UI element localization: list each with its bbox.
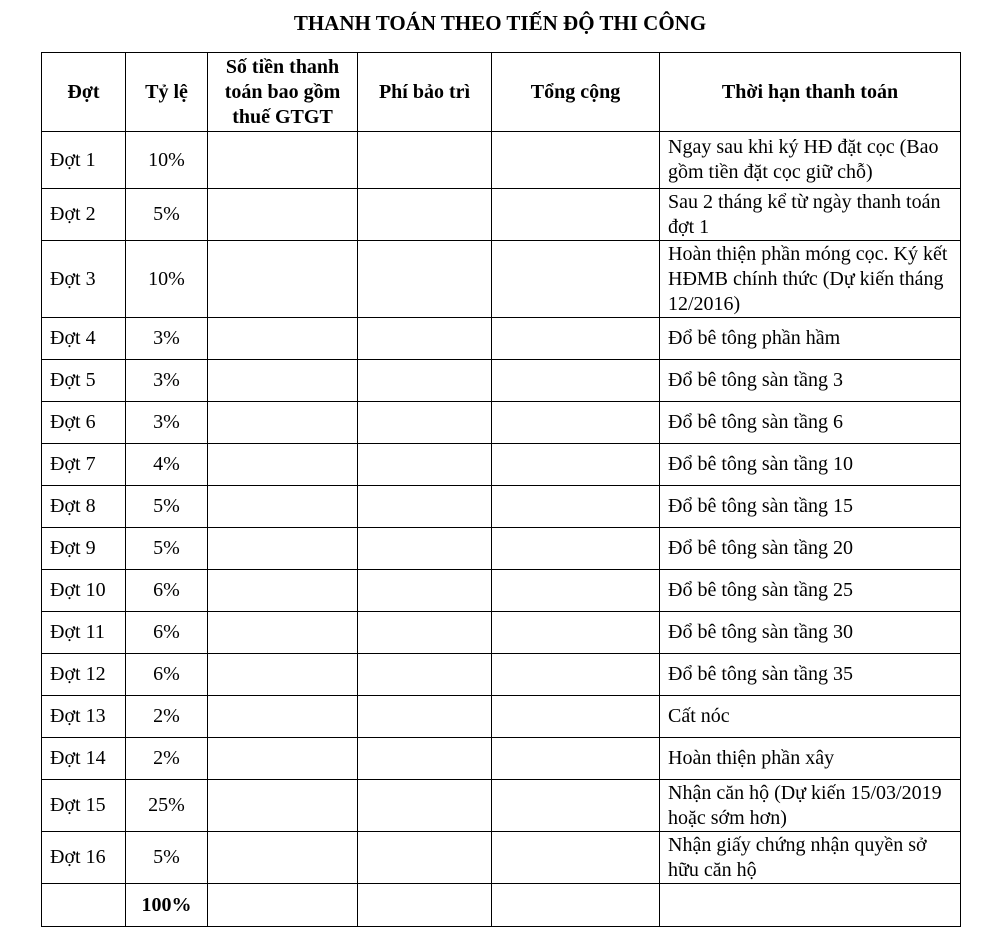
cell-thoi-han: Đổ bê tông sàn tầng 6 bbox=[660, 402, 961, 444]
table-row bbox=[42, 832, 961, 884]
cell-tong-cong bbox=[492, 832, 660, 884]
cell-so-tien bbox=[208, 486, 358, 528]
table-row bbox=[42, 696, 961, 738]
table-row bbox=[42, 570, 961, 612]
cell-so-tien bbox=[208, 444, 358, 486]
cell-thoi-han: Cất nóc bbox=[660, 696, 961, 738]
cell-tong-cong bbox=[492, 486, 660, 528]
cell-dot: Đợt 11 bbox=[42, 612, 126, 654]
cell-phi-bao-tri bbox=[358, 189, 492, 241]
header-row bbox=[42, 53, 961, 132]
cell-dot: Đợt 3 bbox=[42, 241, 126, 318]
total-cell-tong-cong bbox=[492, 884, 660, 927]
cell-tong-cong bbox=[492, 132, 660, 189]
cell-so-tien bbox=[208, 528, 358, 570]
cell-dot: Đợt 13 bbox=[42, 696, 126, 738]
total-cell-so-tien bbox=[208, 884, 358, 927]
cell-phi-bao-tri bbox=[358, 780, 492, 832]
table-row bbox=[42, 402, 961, 444]
cell-ty-le: 2% bbox=[126, 738, 208, 780]
header-thoi-han: Thời hạn thanh toán bbox=[660, 53, 961, 132]
cell-dot: Đợt 7 bbox=[42, 444, 126, 486]
cell-ty-le: 3% bbox=[126, 360, 208, 402]
cell-phi-bao-tri bbox=[358, 832, 492, 884]
cell-tong-cong bbox=[492, 318, 660, 360]
cell-phi-bao-tri bbox=[358, 318, 492, 360]
cell-so-tien bbox=[208, 832, 358, 884]
table-row bbox=[42, 612, 961, 654]
cell-thoi-han: Đổ bê tông sàn tầng 20 bbox=[660, 528, 961, 570]
table-row bbox=[42, 189, 961, 241]
cell-dot: Đợt 5 bbox=[42, 360, 126, 402]
cell-phi-bao-tri bbox=[358, 738, 492, 780]
cell-thoi-han: Hoàn thiện phần móng cọc. Ký kết HĐMB chính thức (Dự kiến tháng 12/2016) bbox=[660, 241, 961, 318]
cell-thoi-han: Đổ bê tông phần hầm bbox=[660, 318, 961, 360]
cell-ty-le: 3% bbox=[126, 318, 208, 360]
cell-so-tien bbox=[208, 570, 358, 612]
cell-ty-le: 5% bbox=[126, 832, 208, 884]
cell-so-tien bbox=[208, 189, 358, 241]
table-row bbox=[42, 780, 961, 832]
cell-ty-le: 10% bbox=[126, 132, 208, 189]
payment-schedule-table bbox=[41, 52, 961, 927]
cell-thoi-han: Ngay sau khi ký HĐ đặt cọc (Bao gồm tiền đặt cọc giữ chỗ) bbox=[660, 132, 961, 189]
table-row bbox=[42, 528, 961, 570]
table-row bbox=[42, 318, 961, 360]
cell-so-tien bbox=[208, 612, 358, 654]
cell-so-tien bbox=[208, 241, 358, 318]
cell-phi-bao-tri bbox=[358, 241, 492, 318]
cell-tong-cong bbox=[492, 780, 660, 832]
cell-phi-bao-tri bbox=[358, 528, 492, 570]
total-cell-ty-le: 100% bbox=[126, 884, 208, 927]
table-row bbox=[42, 654, 961, 696]
cell-thoi-han: Nhận căn hộ (Dự kiến 15/03/2019 hoặc sớm hơn) bbox=[660, 780, 961, 832]
cell-phi-bao-tri bbox=[358, 444, 492, 486]
cell-ty-le: 6% bbox=[126, 570, 208, 612]
cell-thoi-han: Đổ bê tông sàn tầng 10 bbox=[660, 444, 961, 486]
cell-ty-le: 4% bbox=[126, 444, 208, 486]
cell-dot: Đợt 6 bbox=[42, 402, 126, 444]
cell-ty-le: 5% bbox=[126, 528, 208, 570]
cell-tong-cong bbox=[492, 570, 660, 612]
cell-so-tien bbox=[208, 132, 358, 189]
header-tong-cong: Tổng cộng bbox=[492, 53, 660, 132]
cell-thoi-han: Đổ bê tông sàn tầng 35 bbox=[660, 654, 961, 696]
cell-tong-cong bbox=[492, 738, 660, 780]
cell-dot: Đợt 15 bbox=[42, 780, 126, 832]
table-row bbox=[42, 486, 961, 528]
cell-dot: Đợt 9 bbox=[42, 528, 126, 570]
cell-phi-bao-tri bbox=[358, 132, 492, 189]
cell-thoi-han: Đổ bê tông sàn tầng 3 bbox=[660, 360, 961, 402]
cell-phi-bao-tri bbox=[358, 654, 492, 696]
cell-so-tien bbox=[208, 402, 358, 444]
cell-ty-le: 5% bbox=[126, 189, 208, 241]
total-cell-dot bbox=[42, 884, 126, 927]
header-so-tien: Số tiền thanh toán bao gồm thuế GTGT bbox=[208, 53, 358, 132]
table-body bbox=[42, 132, 961, 927]
cell-so-tien bbox=[208, 318, 358, 360]
table-row bbox=[42, 360, 961, 402]
cell-thoi-han: Đổ bê tông sàn tầng 25 bbox=[660, 570, 961, 612]
header-ty-le: Tỷ lệ bbox=[126, 53, 208, 132]
cell-tong-cong bbox=[492, 612, 660, 654]
table-row bbox=[42, 132, 961, 189]
cell-so-tien bbox=[208, 654, 358, 696]
cell-thoi-han: Đổ bê tông sàn tầng 30 bbox=[660, 612, 961, 654]
cell-phi-bao-tri bbox=[358, 612, 492, 654]
cell-phi-bao-tri bbox=[358, 570, 492, 612]
cell-dot: Đợt 8 bbox=[42, 486, 126, 528]
cell-ty-le: 25% bbox=[126, 780, 208, 832]
cell-ty-le: 6% bbox=[126, 612, 208, 654]
cell-so-tien bbox=[208, 780, 358, 832]
cell-thoi-han: Sau 2 tháng kể từ ngày thanh toán đợt 1 bbox=[660, 189, 961, 241]
cell-dot: Đợt 4 bbox=[42, 318, 126, 360]
cell-so-tien bbox=[208, 738, 358, 780]
cell-phi-bao-tri bbox=[358, 486, 492, 528]
total-cell-phi-bao-tri bbox=[358, 884, 492, 927]
cell-ty-le: 10% bbox=[126, 241, 208, 318]
cell-tong-cong bbox=[492, 696, 660, 738]
cell-so-tien bbox=[208, 696, 358, 738]
header-dot: Đợt bbox=[42, 53, 126, 132]
header-phi-bao-tri: Phí bảo trì bbox=[358, 53, 492, 132]
table-row bbox=[42, 444, 961, 486]
cell-dot: Đợt 2 bbox=[42, 189, 126, 241]
cell-tong-cong bbox=[492, 189, 660, 241]
total-cell-thoi-han bbox=[660, 884, 961, 927]
cell-tong-cong bbox=[492, 444, 660, 486]
table-row bbox=[42, 738, 961, 780]
cell-dot: Đợt 12 bbox=[42, 654, 126, 696]
cell-ty-le: 5% bbox=[126, 486, 208, 528]
cell-tong-cong bbox=[492, 402, 660, 444]
cell-tong-cong bbox=[492, 528, 660, 570]
cell-thoi-han: Đổ bê tông sàn tầng 15 bbox=[660, 486, 961, 528]
page-title: THANH TOÁN THEO TIẾN ĐỘ THI CÔNG bbox=[293, 11, 707, 35]
cell-ty-le: 3% bbox=[126, 402, 208, 444]
cell-dot: Đợt 16 bbox=[42, 832, 126, 884]
cell-thoi-han: Nhận giấy chứng nhận quyền sở hữu căn hộ bbox=[660, 832, 961, 884]
cell-ty-le: 2% bbox=[126, 696, 208, 738]
table-row bbox=[42, 241, 961, 318]
cell-dot: Đợt 10 bbox=[42, 570, 126, 612]
cell-ty-le: 6% bbox=[126, 654, 208, 696]
cell-dot: Đợt 1 bbox=[42, 132, 126, 189]
cell-phi-bao-tri bbox=[358, 402, 492, 444]
cell-tong-cong bbox=[492, 654, 660, 696]
cell-phi-bao-tri bbox=[358, 360, 492, 402]
total-row bbox=[42, 884, 961, 927]
cell-thoi-han: Hoàn thiện phần xây bbox=[660, 738, 961, 780]
cell-phi-bao-tri bbox=[358, 696, 492, 738]
cell-dot: Đợt 14 bbox=[42, 738, 126, 780]
cell-tong-cong bbox=[492, 241, 660, 318]
cell-so-tien bbox=[208, 360, 358, 402]
cell-tong-cong bbox=[492, 360, 660, 402]
